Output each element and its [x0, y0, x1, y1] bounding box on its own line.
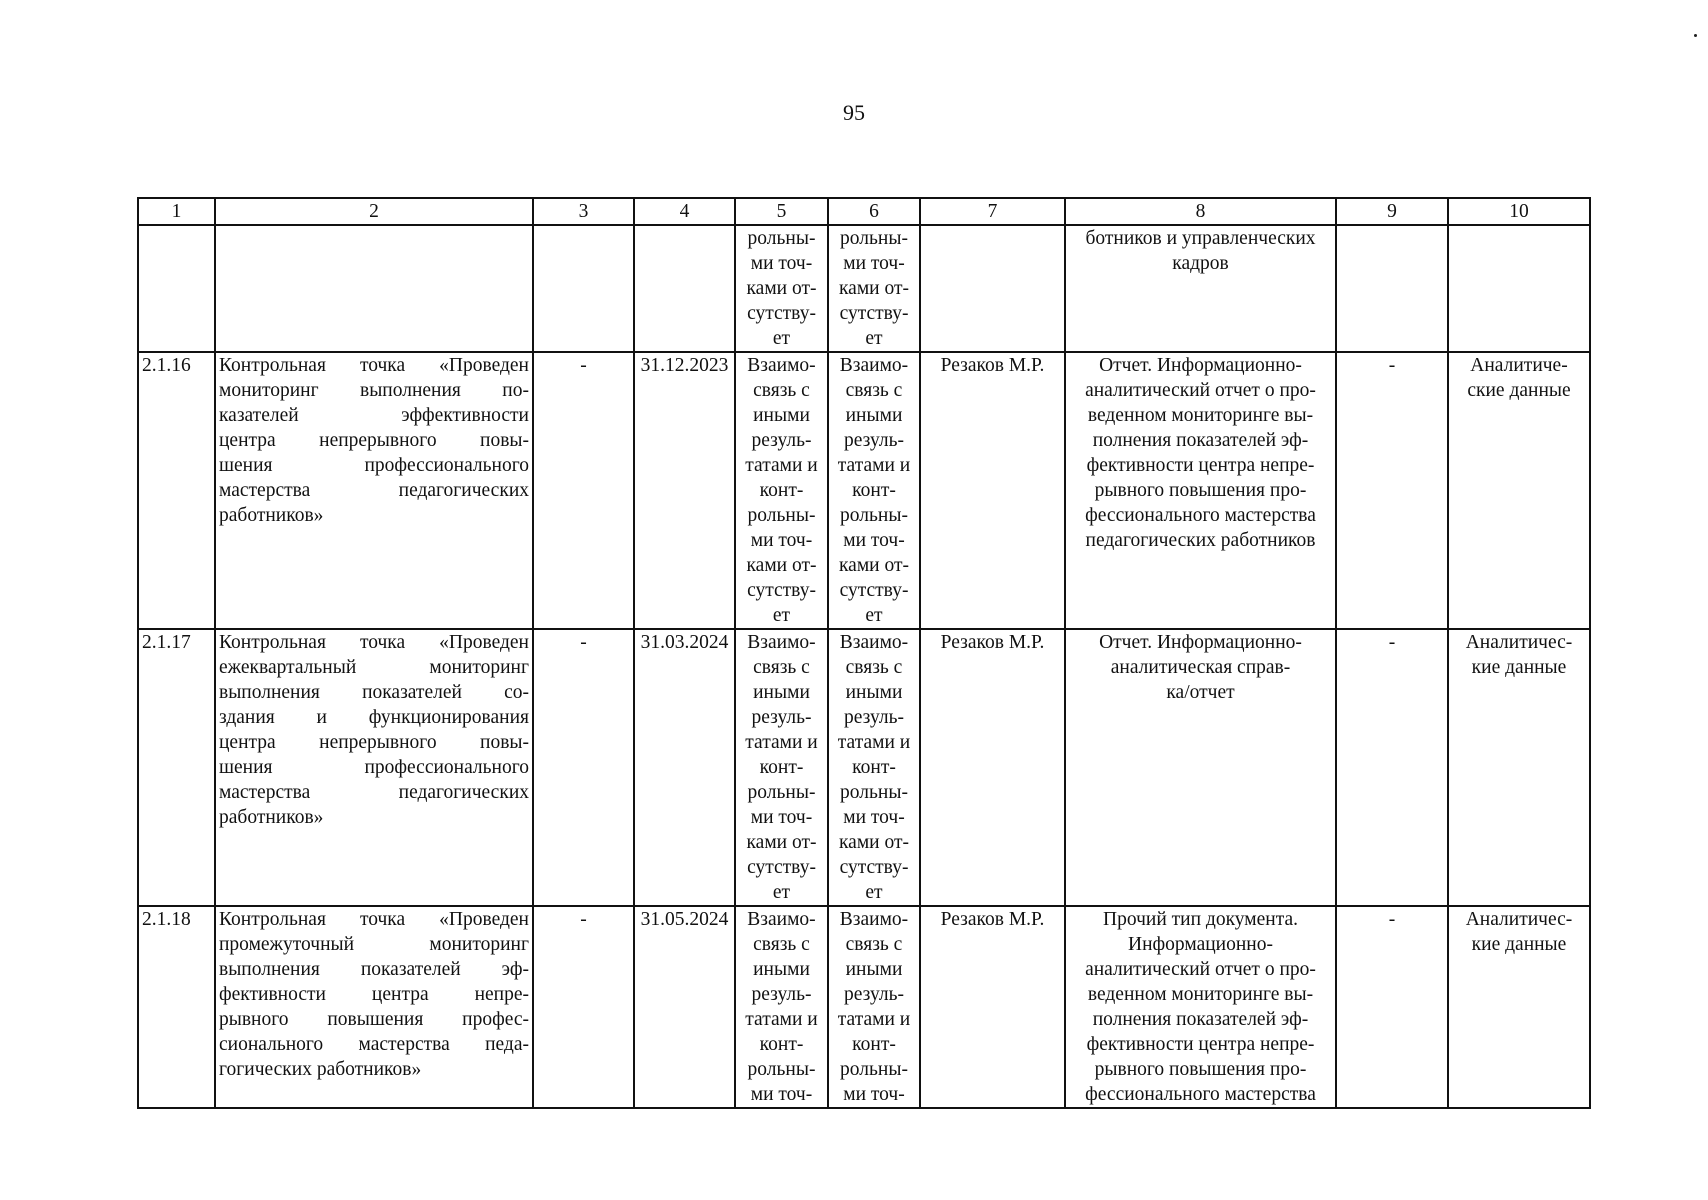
- item-number-cell: 2.1.18: [138, 906, 215, 1108]
- responsible-cell: Резаков М.Р.: [920, 629, 1065, 906]
- document-cell: [1065, 906, 1336, 1108]
- text-line: ет: [772, 605, 791, 626]
- text-line: рольны-: [747, 1059, 816, 1080]
- text-line: иными: [753, 405, 810, 426]
- header-cell-8: 8: [1065, 198, 1336, 225]
- text-line: рольны-: [840, 505, 908, 526]
- document-cell: [1065, 629, 1336, 906]
- text-line: конт-: [759, 757, 804, 778]
- data-type-cell: [1448, 225, 1590, 352]
- text-line: ет: [865, 328, 883, 349]
- text-line: кие данные: [1471, 934, 1567, 955]
- text-line: казателей эффективности: [219, 405, 529, 426]
- text-line: выполнения показателей эф-: [219, 959, 529, 980]
- text-line: рольны-: [747, 228, 816, 249]
- text-line: веденном мониторинге вы-: [1087, 984, 1314, 1005]
- text-line: татами и: [745, 455, 818, 476]
- column-3-cell: -: [533, 906, 634, 1108]
- text-line: конт-: [759, 480, 804, 501]
- column-5-cell: [735, 906, 828, 1108]
- text-line: центра непрерывного повы-: [219, 732, 529, 753]
- responsible-cell: [920, 225, 1065, 352]
- text-line: аналитический отчет о про-: [1085, 380, 1316, 401]
- text-line: фективности центра непре-: [219, 984, 529, 1005]
- item-number-cell: [138, 225, 215, 352]
- text-line: полнения показателей эф-: [1092, 430, 1309, 451]
- header-row: [138, 198, 1590, 225]
- text-line: Взаимо-: [747, 632, 816, 653]
- data-type-cell: [1448, 629, 1590, 906]
- text-line: резуль-: [844, 984, 904, 1005]
- text-line: Отчет. Информационно-: [1099, 355, 1302, 376]
- text-line: работников»: [219, 505, 324, 526]
- column-3-cell: -: [533, 352, 634, 629]
- text-line: кие данные: [1471, 657, 1567, 678]
- text-line: Взаимо-: [839, 632, 909, 653]
- deadline-cell: 31.05.2024: [634, 906, 735, 1108]
- text-line: Отчет. Информационно-: [1099, 632, 1302, 653]
- text-line: иными: [753, 682, 810, 703]
- column-5-cell: [735, 225, 828, 352]
- column-6-cell: [828, 906, 920, 1108]
- text-line: сутству-: [839, 857, 909, 878]
- text-line: Взаимо-: [839, 355, 909, 376]
- text-line: мастерства педагогических: [219, 480, 529, 501]
- table-row: [138, 906, 1590, 1108]
- item-number-cell: 2.1.17: [138, 629, 215, 906]
- text-line: резуль-: [751, 430, 812, 451]
- text-line: татами и: [745, 732, 818, 753]
- text-line: гогических работников»: [219, 1059, 422, 1080]
- text-line: ские данные: [1467, 380, 1571, 401]
- text-line: Аналитиче-: [1470, 355, 1568, 376]
- checkpoint-name-cell: [215, 906, 533, 1108]
- data-type-cell: [1448, 352, 1590, 629]
- text-line: конт-: [852, 1034, 896, 1055]
- page-number: 95: [843, 100, 865, 125]
- text-line: резуль-: [751, 984, 812, 1005]
- text-line: конт-: [852, 480, 896, 501]
- text-line: Контрольная точка «Проведен: [219, 632, 529, 653]
- header-cell-7: 7: [920, 198, 1065, 225]
- text-line: ками от-: [839, 278, 909, 299]
- text-line: татами и: [837, 732, 911, 753]
- text-line: рывного повышения про-: [1094, 1059, 1307, 1080]
- text-line: Взаимо-: [839, 909, 909, 930]
- text-line: рольны-: [840, 228, 908, 249]
- checkpoint-name-cell: [215, 352, 533, 629]
- responsible-cell: Резаков М.Р.: [920, 906, 1065, 1108]
- text-line: татами и: [745, 1009, 818, 1030]
- text-line: работников»: [219, 807, 324, 828]
- text-line: иными: [845, 682, 903, 703]
- text-line: ми точ-: [750, 1084, 813, 1105]
- column-5-cell: [735, 352, 828, 629]
- text-line: ками от-: [839, 832, 909, 853]
- checkpoint-name-cell: [215, 629, 533, 906]
- text-line: педагогических работников: [1085, 530, 1316, 551]
- text-line: ет: [772, 882, 791, 903]
- text-line: резуль-: [751, 707, 812, 728]
- text-line: сутству-: [747, 303, 816, 324]
- deadline-cell: 31.12.2023: [634, 352, 735, 629]
- text-line: связь с: [845, 657, 903, 678]
- text-line: Аналитичес-: [1465, 632, 1573, 653]
- text-line: веденном мониторинге вы-: [1087, 405, 1314, 426]
- document-cell: [1065, 225, 1336, 352]
- text-line: связь с: [753, 380, 810, 401]
- text-line: иными: [845, 405, 903, 426]
- text-line: выполнения показателей со-: [219, 682, 529, 703]
- column-9-cell: -: [1336, 629, 1448, 906]
- text-line: ми точ-: [843, 807, 905, 828]
- text-line: мастерства педагогических: [219, 782, 529, 803]
- text-line: рольны-: [840, 782, 908, 803]
- text-line: кадров: [1172, 253, 1229, 274]
- text-line: Информационно-: [1128, 934, 1273, 955]
- text-line: конт-: [852, 757, 896, 778]
- text-line: Контрольная точка «Проведен: [219, 909, 529, 930]
- header-cell-1: 1: [138, 198, 215, 225]
- text-line: ми точ-: [750, 253, 813, 274]
- header-cell-9: 9: [1336, 198, 1448, 225]
- text-line: аналитическая справ-: [1110, 657, 1291, 678]
- column-9-cell: -: [1336, 352, 1448, 629]
- text-line: Контрольная точка «Проведен: [219, 355, 529, 376]
- text-line: здания и функционирования: [219, 707, 529, 728]
- scan-speck: [1694, 34, 1697, 37]
- data-type-cell: [1448, 906, 1590, 1108]
- text-line: конт-: [759, 1034, 804, 1055]
- header-cell-4: 4: [634, 198, 735, 225]
- text-line: полнения показателей эф-: [1092, 1009, 1309, 1030]
- header-cell-5: 5: [735, 198, 828, 225]
- text-line: Прочий тип документа.: [1103, 909, 1298, 930]
- text-line: ками от-: [746, 278, 817, 299]
- text-line: Взаимо-: [747, 355, 816, 376]
- document-cell: [1065, 352, 1336, 629]
- text-line: связь с: [753, 934, 810, 955]
- text-line: ет: [865, 605, 883, 626]
- text-line: сутству-: [839, 303, 909, 324]
- column-3-cell: -: [533, 629, 634, 906]
- text-line: шения профессионального: [219, 757, 529, 778]
- text-line: иными: [753, 959, 810, 980]
- text-line: ет: [772, 328, 791, 349]
- text-line: связь с: [845, 934, 903, 955]
- text-line: связь с: [753, 657, 810, 678]
- column-6-cell: [828, 352, 920, 629]
- table-row: [138, 225, 1590, 352]
- text-line: рывного повышения профес-: [219, 1009, 529, 1030]
- text-line: мониторинг выполнения по-: [219, 380, 529, 401]
- responsible-cell: Резаков М.Р.: [920, 352, 1065, 629]
- text-line: татами и: [837, 1009, 911, 1030]
- text-line: ет: [865, 882, 883, 903]
- text-line: ками от-: [746, 555, 817, 576]
- text-line: сутству-: [747, 580, 816, 601]
- header-cell-10: 10: [1448, 198, 1590, 225]
- text-line: татами и: [837, 455, 911, 476]
- text-line: сутству-: [839, 580, 909, 601]
- text-line: Аналитичес-: [1465, 909, 1573, 930]
- text-line: ботников и управленческих: [1085, 228, 1316, 249]
- column-6-cell: [828, 629, 920, 906]
- text-line: фессионального мастерства: [1085, 505, 1316, 526]
- text-line: ми точ-: [750, 807, 813, 828]
- text-line: сионального мастерства педа-: [219, 1034, 529, 1055]
- text-line: ми точ-: [843, 1084, 905, 1105]
- text-line: рольны-: [747, 505, 816, 526]
- deadline-cell: 31.03.2024: [634, 629, 735, 906]
- header-cell-3: 3: [533, 198, 634, 225]
- text-line: фективности центра непре-: [1086, 1034, 1315, 1055]
- text-line: связь с: [845, 380, 903, 401]
- text-line: ка/отчет: [1166, 682, 1235, 703]
- text-line: рольны-: [747, 782, 816, 803]
- text-line: аналитический отчет о про-: [1085, 959, 1316, 980]
- text-line: Взаимо-: [747, 909, 816, 930]
- table-row: [138, 352, 1590, 629]
- text-line: фессионального мастерства: [1085, 1084, 1316, 1105]
- text-line: резуль-: [844, 430, 904, 451]
- text-line: ежеквартальный мониторинг: [219, 657, 529, 678]
- text-line: промежуточный мониторинг: [219, 934, 529, 955]
- text-line: ками от-: [839, 555, 909, 576]
- column-9-cell: [1336, 225, 1448, 352]
- text-line: ми точ-: [843, 253, 905, 274]
- text-line: рольны-: [840, 1059, 908, 1080]
- text-line: фективности центра непре-: [1086, 455, 1315, 476]
- header-cell-2: 2: [215, 198, 533, 225]
- column-9-cell: -: [1336, 906, 1448, 1108]
- item-number-cell: 2.1.16: [138, 352, 215, 629]
- text-line: шения профессионального: [219, 455, 529, 476]
- text-line: сутству-: [747, 857, 816, 878]
- deadline-cell: [634, 225, 735, 352]
- table-row: [138, 629, 1590, 906]
- column-6-cell: [828, 225, 920, 352]
- text-line: центра непрерывного повы-: [219, 430, 529, 451]
- column-5-cell: [735, 629, 828, 906]
- text-line: ками от-: [746, 832, 817, 853]
- column-3-cell: [533, 225, 634, 352]
- text-line: рывного повышения про-: [1094, 480, 1307, 501]
- text-line: ми точ-: [843, 530, 905, 551]
- checkpoint-name-cell: [215, 225, 533, 352]
- text-line: иными: [845, 959, 903, 980]
- header-cell-6: 6: [828, 198, 920, 225]
- text-line: ми точ-: [750, 530, 813, 551]
- text-line: резуль-: [844, 707, 904, 728]
- plan-table: [137, 197, 1591, 1109]
